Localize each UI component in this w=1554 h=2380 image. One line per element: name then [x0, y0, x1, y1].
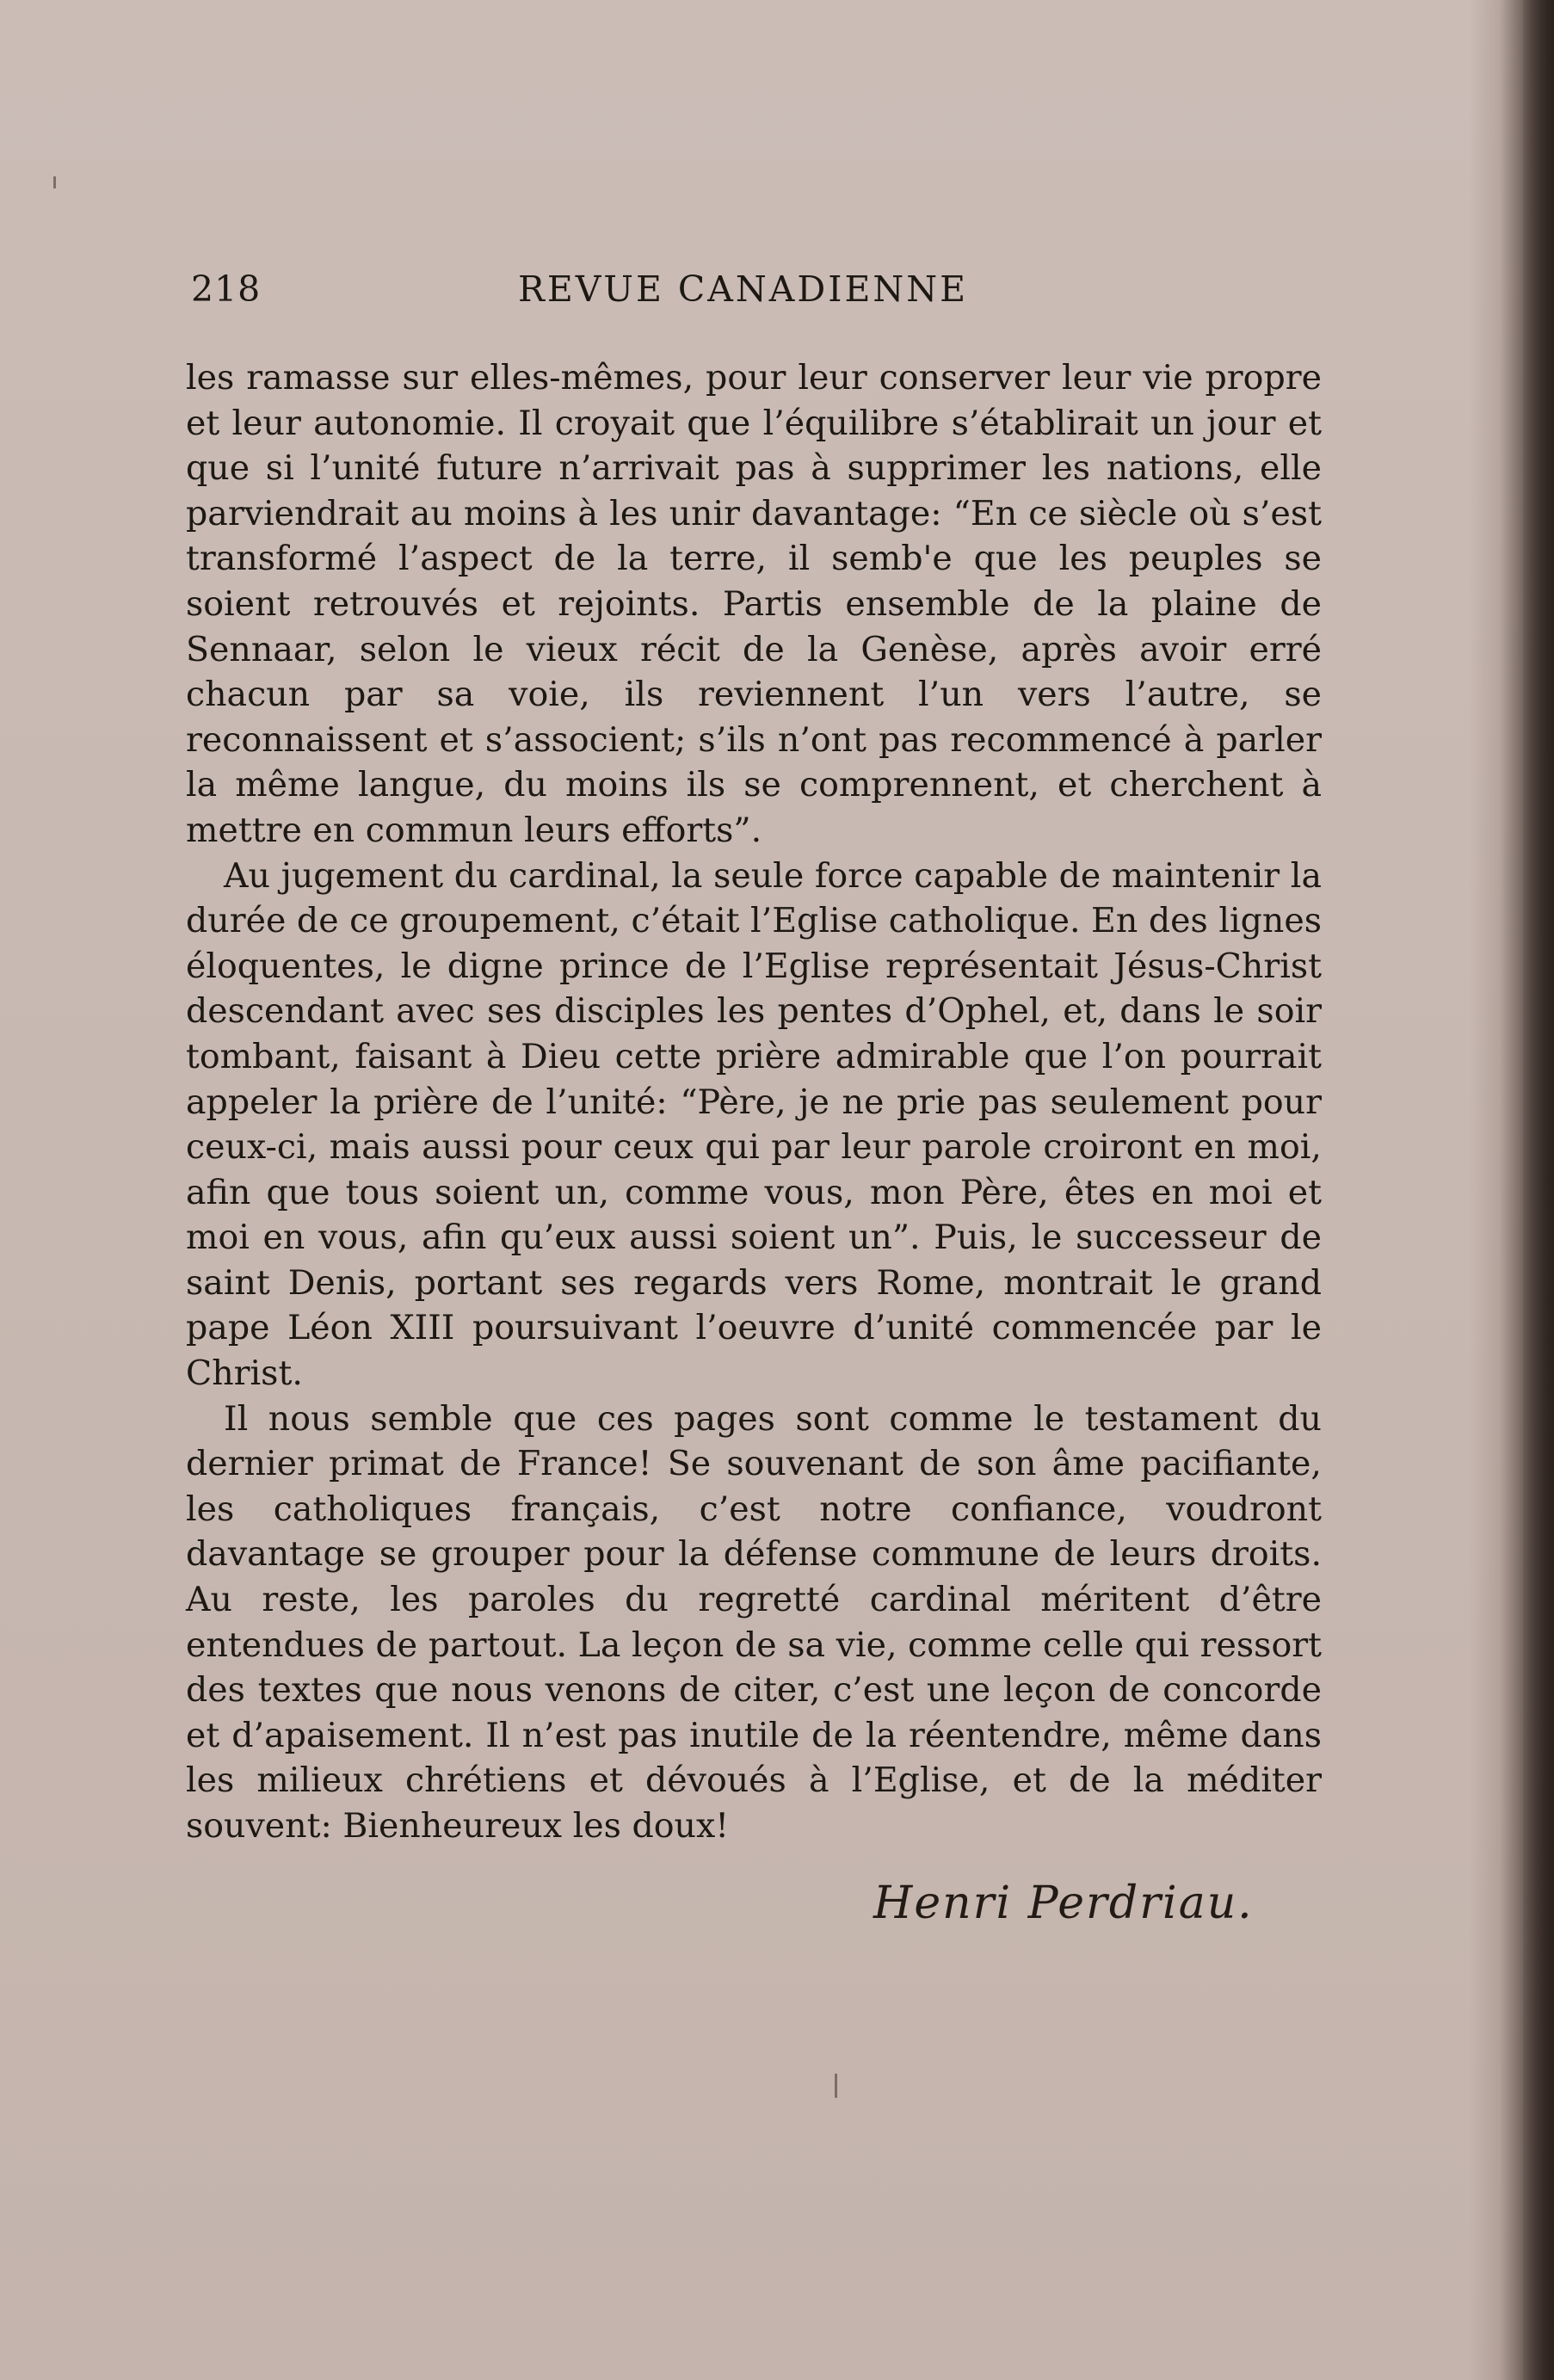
paragraph-1: les ramasse sur elles-mêmes, pour leur conserver leur vie propre et leur autonomie. Il croyait que l’équilibre s’établirait un jour et que si l’unité future n’arrivait pas à supprimer les nations, elle parviendrait au moins à les unir davantage: “En ce siècle où s’est transformé l’aspect de la terre, il semb'e que les peuples se soient retrouvés et rejoints. Partis ensemble de la plaine de Sennaar, selon le vieux récit de la Genèse, après avoir erré chacun par sa voie, ils reviennent l’un vers l’autre, se reconnaissent et s’associent; s’ils n’ont pas recommencé à parler la même langue, du moins ils se comprennent, et cherchent à mettre en commun leurs efforts”. [186, 358, 1322, 850]
page-header [191, 268, 1329, 311]
paragraph-3: Il nous semble que ces pages sont comme le testament du dernier primat de France! Se souvenant de son âme pacifiante, les catholiques français, c’est notre confiance, voudront davantage se grouper pour la défense commune de leurs droits. Au reste, les paroles du regretté cardinal méritent d’être entendues de partout. La leçon de sa vie, comme celle qui ressort des textes que nous venons de citer, c’est une leçon de concorde et d’apaisement. Il n’est pas inutile de la réentendre, même dans les milieux chrétiens et dévoués à l’Eglise, et de la méditer souvent: Bienheureux les doux! [186, 1398, 1322, 1846]
running-head: REVUE CANADIENNE [518, 268, 969, 310]
stray-mark [835, 2074, 837, 2098]
author-signature [873, 1877, 1321, 1946]
paragraph-2: Au jugement du cardinal, la seule force capable de maintenir la durée de ce groupement, c’était l’Eglise catholique. En des lignes éloquentes, le digne prince de l’Eglise représentait Jésus-Christ descendant avec ses disciples les pentes d’Ophel, et, dans le soir tombant, faisant à Dieu cette prière admirable que l’on pourrait appeler la prière de l’unité: “Père, je ne prie pas seulement pour ceux-ci, mais aussi pour ceux qui par leur parole croiront en moi, afin que tous soient un, comme vous, mon Père, êtes en moi et moi en vous, afin qu’eux aussi soient un”. Puis, le successeur de saint Denis, portant ses regards vers Rome, montrait le grand pape Léon XIII poursuivant l’oeuvre d’unité commencée par le Christ. [186, 855, 1323, 1394]
signature-text: Henri Perdriau. [873, 1877, 1254, 1929]
stray-mark [53, 176, 56, 188]
page-number: 218 [191, 268, 262, 310]
article-body [186, 355, 1322, 1849]
book-gutter-edge [1523, 0, 1554, 2380]
